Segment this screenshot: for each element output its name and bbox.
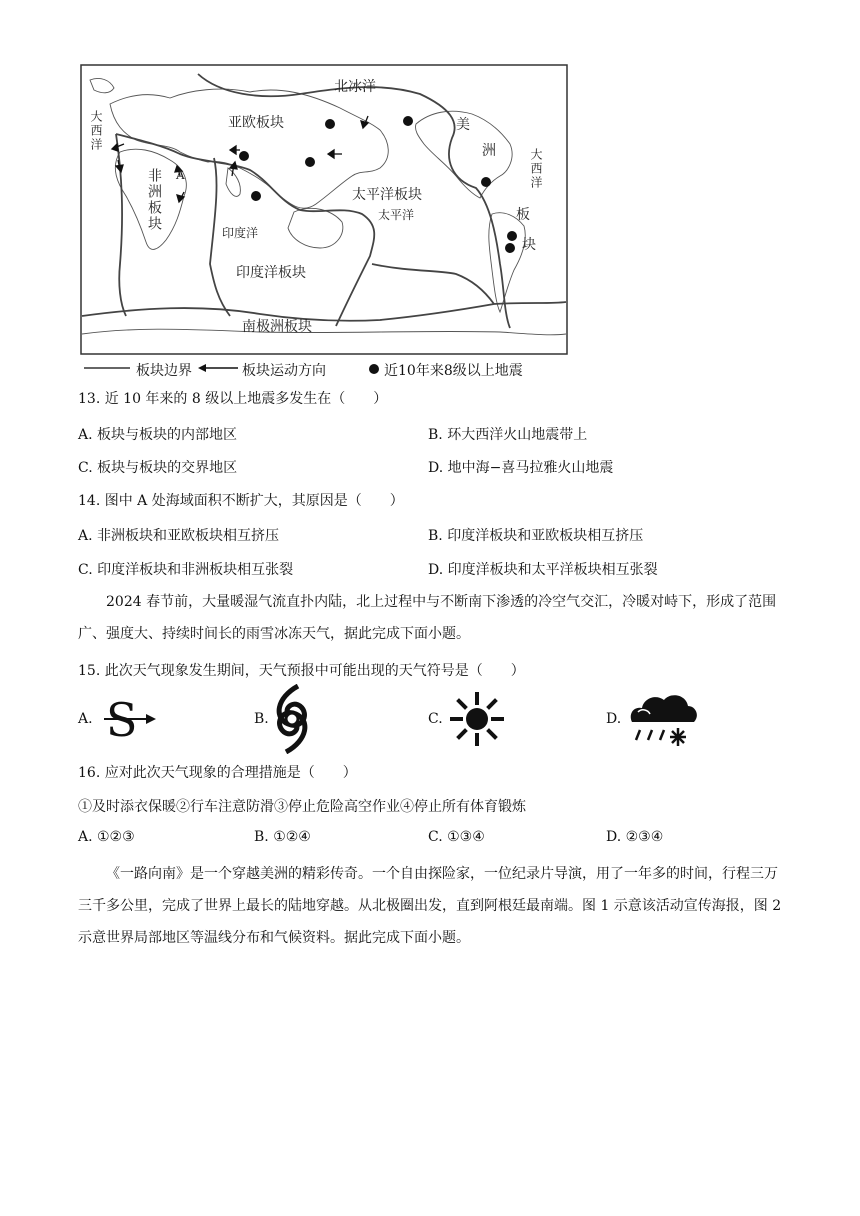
q16-option-c: C. ①③④ [428, 829, 485, 845]
q15-option-a: A. [78, 711, 93, 727]
map-legend [84, 358, 584, 380]
q16-option-d: D. ②③④ [606, 829, 664, 845]
label-indian-ocean: 印度洋 [222, 226, 259, 240]
sleet-icon [626, 690, 700, 752]
plate-map [80, 64, 568, 356]
q16-option-a: A. ①②③ [78, 829, 135, 845]
boundary-line-icon [84, 366, 130, 370]
passage-weather: 2024 春节前，大量暖湿气流直扑内陆，北上过程中与不断南下渗透的冷空气交汇，冷暖对峙下，形成了范围广、强度大、持续时间长的雨雪冰冻天气，据此完成下面小题。 [78, 594, 777, 642]
q16-option-b: B. ①②④ [254, 829, 311, 845]
earthquake-dot-icon [368, 363, 380, 375]
label-pacific-ocean: 太平洋 [378, 208, 415, 222]
q14-option-d: D. 印度洋板块和太平洋板块相互张裂 [428, 562, 658, 578]
label-pacific-plate: 太平洋板块 [352, 187, 422, 203]
label-eurasian-plate: 亚欧板块 [228, 115, 284, 131]
passage-journey-south: 《一路向南》是一个穿越美洲的精彩传奇。一个自由探险家，一位纪录片导演，用了一年多的时间，行程三万三千多公里，完成了世界上最长的陆地穿越。从北极圈出发，直到阿根廷最南端。图 1 示意该活动宣传海报，图 2 示意世界局部地区等温线分布和气候资料。据此完成下面小题。 [78, 866, 782, 946]
label-indian-plate: 印度洋板块 [236, 265, 306, 281]
motion-arrow-icon [198, 362, 238, 374]
q13-option-a: A. 板块与板块的内部地区 [78, 427, 238, 443]
question-13-stem: 13. 近 10 年来的 8 级以上地震多发生在（ ） [78, 391, 388, 407]
label-america-char-4: 块 [522, 237, 536, 253]
label-arctic-ocean: 北冰洋 [334, 79, 376, 95]
q13-option-d: D. 地中海−喜马拉雅火山地震 [428, 460, 614, 476]
svg-text:S: S [106, 694, 138, 742]
q13-option-c: C. 板块与板块的交界地区 [78, 460, 238, 476]
label-atlantic-east: 大西洋 [529, 148, 543, 190]
question-16-stem: 16. 应对此次天气现象的合理措施是（ ） [78, 765, 357, 781]
q15-option-d: D. [606, 711, 622, 727]
label-point-a: A [176, 168, 185, 182]
label-african-plate: 非洲板块 [146, 168, 162, 232]
q14-option-a: A. 非洲板块和亚欧板块相互挤压 [78, 528, 280, 544]
legend-motion: 板块运动方向 [242, 363, 326, 379]
label-antarctic-plate: 南极洲板块 [242, 319, 312, 335]
sunny-icon [448, 692, 506, 750]
q16-measures: ①及时添衣保暖②行车注意防滑③停止危险高空作业④停止所有体育锻炼 [78, 799, 526, 815]
label-america-char-2: 洲 [482, 143, 496, 159]
q13-option-b: B. 环大西洋火山地震带上 [428, 427, 588, 443]
label-america-char-1: 美 [456, 117, 470, 133]
sandstorm-icon [100, 694, 158, 746]
question-15-stem: 15. 此次天气现象发生期间，天气预报中可能出现的天气符号是（ ） [78, 663, 525, 679]
q15-option-b: B. [254, 711, 269, 727]
q15-option-c: C. [428, 711, 443, 727]
q14-option-c: C. 印度洋板块和非洲板块相互张裂 [78, 562, 294, 578]
label-america-char-3: 板 [516, 207, 530, 223]
legend-boundary: 板块边界 [136, 363, 192, 379]
legend-earthquake: 近10年来8级以上地震 [384, 363, 523, 379]
question-14-stem: 14. 图中 A 处海域面积不断扩大，其原因是（ ） [78, 493, 404, 509]
typhoon-icon [270, 684, 314, 758]
label-atlantic-west: 大西洋 [89, 110, 103, 152]
q14-option-b: B. 印度洋板块和亚欧板块相互挤压 [428, 528, 644, 544]
